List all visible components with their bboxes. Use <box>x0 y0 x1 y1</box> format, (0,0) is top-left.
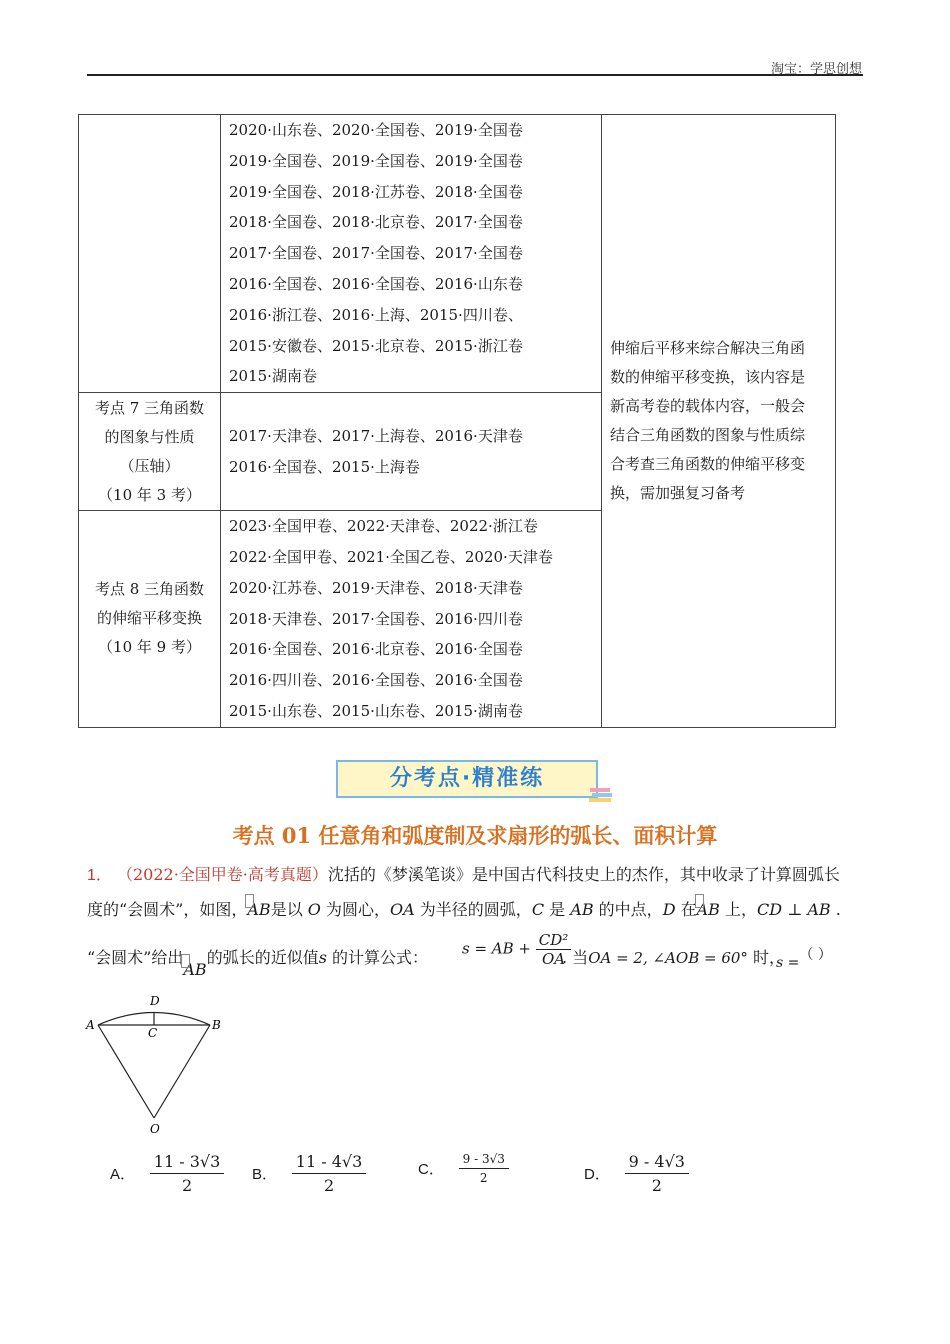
point-title: 考点 01 任意角和弧度制及求扇形的弧长、面积计算 <box>232 823 718 848</box>
option-b[interactable] <box>252 1152 366 1195</box>
option-a[interactable] <box>110 1152 224 1195</box>
year-line: 2016·全国卷、2016·全国卷、2016·山东卷 <box>229 274 523 293</box>
radius-oa <box>98 1025 154 1118</box>
text: 的中点， <box>598 900 663 919</box>
text: . 当 <box>562 948 589 967</box>
question-line-1 <box>87 862 840 885</box>
text: 在 <box>680 900 697 919</box>
answer-blank: （ ） <box>799 947 832 963</box>
topic-line: 考点 7 三角函数 <box>94 398 205 417</box>
text: 度的“会圆术”，如图， <box>87 900 248 919</box>
formula-lhs: s = AB + <box>462 939 531 958</box>
arc-ab: AB <box>696 900 720 919</box>
year-line: 2020·江苏卷、2019·天津卷、2018·天津卷 <box>229 578 523 597</box>
text: 的计算公式： <box>332 948 429 967</box>
label-d: D <box>150 994 160 1008</box>
year-line: 2016·全国卷、2015·上海卷 <box>229 457 420 476</box>
option-fraction <box>459 1152 509 1185</box>
comment-line: 结合三角函数的图象与性质综 <box>610 425 806 444</box>
exam-topic-table <box>78 114 836 728</box>
comment-line: 合考查三角函数的伸缩平移变 <box>610 454 806 473</box>
point-c: C <box>531 900 545 919</box>
text: 为圆心， <box>326 900 391 919</box>
question-text: 沈括的《梦溪笔谈》是中国古代科技史上的杰作，其中收录了计算圆弧长 <box>327 865 840 884</box>
comment-line: 换，需加强复习备考 <box>610 483 746 502</box>
text: 的弧长的近似值 <box>206 948 319 967</box>
label-b: B <box>212 1018 221 1032</box>
year-line: 2019·全国卷、2019·全国卷、2019·全国卷 <box>229 151 523 170</box>
formula-denominator: OA <box>541 950 566 968</box>
text: 时， <box>753 948 786 967</box>
option-numerator: 9 - 4√3 <box>625 1152 689 1174</box>
arc-ab: AB <box>183 960 207 979</box>
topic-line: 考点 8 三角函数 <box>94 580 205 599</box>
variable-s: s <box>318 948 327 967</box>
topic-line: 的图象与性质 <box>104 427 195 446</box>
year-line: 2017·全国卷、2017·全国卷、2017·全国卷 <box>229 244 523 263</box>
topic-line: 的伸缩平移变换 <box>96 609 202 628</box>
option-denominator: 2 <box>479 1171 488 1185</box>
question-line-3 <box>87 945 429 979</box>
header-source: 淘宝：学思创想 <box>770 62 862 77</box>
option-fraction <box>625 1152 689 1195</box>
question-number: 1． <box>87 867 112 884</box>
option-label: C． <box>418 1161 444 1178</box>
point-d: D <box>662 900 676 919</box>
question-line-2 <box>87 897 841 920</box>
option-fraction <box>150 1152 225 1195</box>
option-numerator: 11 - 4√3 <box>292 1152 367 1174</box>
year-line: 2018·天津卷、2017·全国卷、2016·四川卷 <box>229 609 523 628</box>
arc-length-formula <box>462 931 571 968</box>
option-denominator: 2 <box>181 1176 193 1195</box>
comment-line: 数的伸缩平移变换，该内容是 <box>610 367 806 386</box>
option-denominator: 2 <box>323 1176 335 1195</box>
years-cell <box>221 393 602 511</box>
option-d[interactable] <box>584 1152 689 1195</box>
topic-cell <box>79 511 221 728</box>
text: 为半径的圆弧， <box>419 900 532 919</box>
year-line: 2016·四川卷、2016·全国卷、2016·全国卷 <box>229 671 523 690</box>
s-equals: s = <box>776 955 800 971</box>
year-line: 2020·山东卷、2020·全国卷、2019·全国卷 <box>229 121 523 139</box>
years-cell <box>221 511 602 728</box>
topic-line: （10 年 3 考） <box>98 485 201 504</box>
topic-cell <box>79 393 221 511</box>
comment-cell <box>602 115 836 728</box>
year-line: 2016·浙江卷、2016·上海、2015·四川卷、 <box>229 305 523 324</box>
topic-cell-empty <box>79 115 221 393</box>
option-c[interactable] <box>418 1152 509 1185</box>
text: “会圆术”给出 <box>87 948 184 967</box>
option-denominator: 2 <box>651 1176 662 1195</box>
text: 是以 <box>270 900 303 919</box>
label-o: O <box>150 1122 160 1136</box>
topic-line: （压轴） <box>119 456 180 475</box>
text: 是 <box>549 900 566 919</box>
comment-line: 伸缩后平移来综合解决三角函 <box>610 338 806 357</box>
year-line: 2019·全国卷、2018·江苏卷、2018·全国卷 <box>229 182 523 201</box>
year-line: 2022·全国甲卷、2021·全国乙卷、2020·天津卷 <box>229 547 553 566</box>
question-source: （2022·全国甲卷·高考真题） <box>117 865 328 884</box>
arc-ab: AB <box>247 900 271 919</box>
year-line: 2015·安徽卷、2015·北京卷、2015·浙江卷 <box>229 336 523 355</box>
formula-numerator: CD² <box>536 931 572 950</box>
years-cell <box>221 115 602 393</box>
label-c: C <box>148 1026 158 1040</box>
sector-figure <box>84 990 224 1140</box>
perpendicular-condition: CD ⊥ AB <box>757 900 831 919</box>
option-numerator: 9 - 3√3 <box>459 1152 509 1169</box>
section-badge: 分考点·精准练 <box>336 760 598 798</box>
year-line: 2023·全国甲卷、2022·天津卷、2022·浙江卷 <box>229 517 538 536</box>
point-o: O <box>307 900 321 919</box>
option-numerator: 11 - 3√3 <box>150 1152 225 1174</box>
option-fraction <box>292 1152 367 1195</box>
option-label: B． <box>252 1166 278 1183</box>
year-line: 2016·全国卷、2016·北京卷、2016·全国卷 <box>229 640 523 659</box>
text: . <box>835 900 841 919</box>
books-icon <box>588 784 614 804</box>
topic-line: （10 年 9 考） <box>98 638 201 657</box>
table-row <box>79 115 836 393</box>
question-condition <box>562 945 785 968</box>
comment-line: 新高考卷的载体内容，一般会 <box>610 396 806 415</box>
question-ask <box>776 947 832 972</box>
segment-ab: AB <box>570 900 594 919</box>
year-line: 2017·天津卷、2017·上海卷、2016·天津卷 <box>229 426 523 445</box>
year-line: 2015·山东卷、2015·山东卷、2015·湖南卷 <box>229 701 523 720</box>
year-line: 2018·全国卷、2018·北京卷、2017·全国卷 <box>229 213 523 232</box>
radius-ob <box>154 1025 210 1118</box>
option-label: D． <box>584 1166 610 1183</box>
option-label: A． <box>110 1166 136 1183</box>
year-line: 2015·湖南卷 <box>229 367 317 386</box>
label-a: A <box>86 1018 95 1032</box>
condition: OA = 2, ∠AOB = 60° <box>588 949 748 967</box>
text: 上， <box>725 900 758 919</box>
header-divider <box>87 74 863 76</box>
segment-oa: OA <box>390 900 415 919</box>
